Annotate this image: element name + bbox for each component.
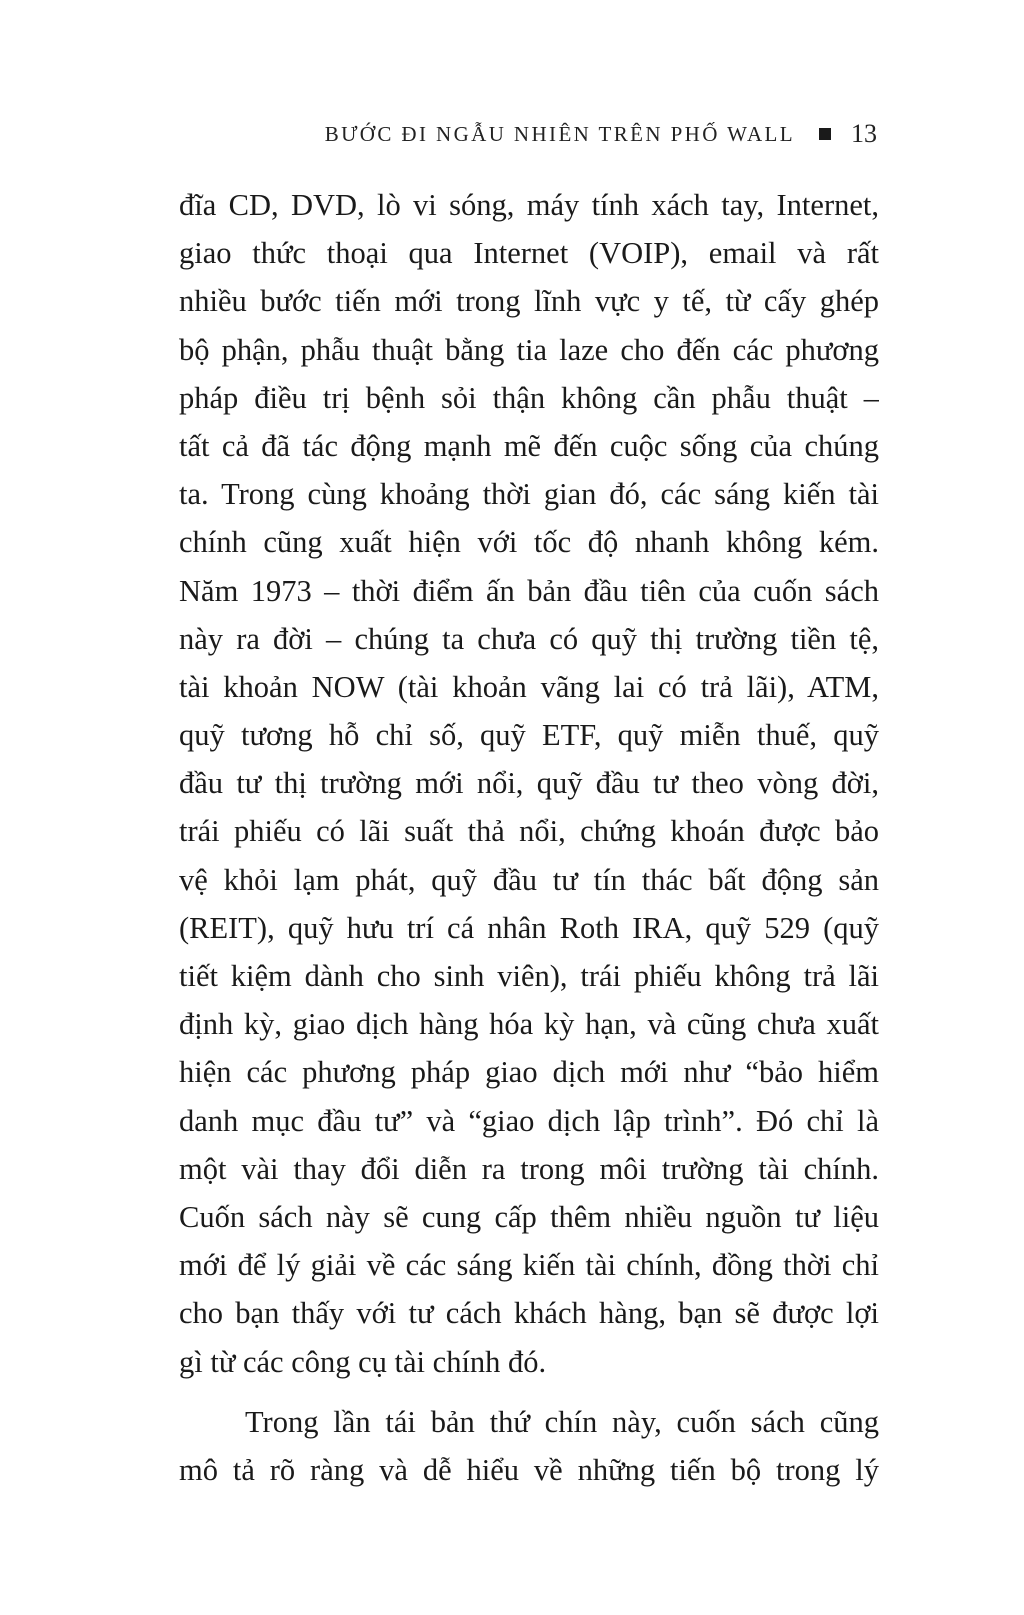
text-line: này ra đời – chúng ta chưa có quỹ thị trường tiền tệ, — [179, 621, 879, 656]
text-line: nhiều bước tiến mới trong lĩnh vực y tế, từ cấy ghép — [179, 284, 879, 319]
book-title: BƯỚC ĐI NGẪU NHIÊN TRÊN PHỐ WALL — [324, 121, 795, 146]
paragraph-break — [179, 1386, 879, 1398]
text-line: vệ khỏi lạm phát, quỹ đầu tư tín thác bất động sản — [179, 862, 879, 897]
running-header — [325, 116, 877, 152]
text-line: Năm 1973 – thời điểm ấn bản đầu tiên của cuốn sách — [179, 573, 879, 608]
page-number: 13 — [851, 119, 877, 148]
text-line: một vài thay đổi diễn ra trong môi trường tài chính. — [179, 1151, 879, 1186]
text-line: quỹ tương hỗ chỉ số, quỹ ETF, quỹ miễn thuế, quỹ — [179, 718, 879, 753]
text-line: đĩa CD, DVD, lò vi sóng, máy tính xách tay, Internet, — [179, 188, 879, 222]
text-line: pháp điều trị bệnh sỏi thận không cần phẫu thuật – — [179, 380, 879, 415]
text-line: giao thức thoại qua Internet (VOIP), email và rất — [179, 236, 879, 271]
text-line: mới để lý giải về các sáng kiến tài chính, đồng thời chỉ — [179, 1248, 879, 1283]
text-line: trái phiếu có lãi suất thả nổi, chứng khoán được bảo — [179, 814, 879, 849]
text-line: chính cũng xuất hiện với tốc độ nhanh không kém. — [179, 525, 879, 560]
text-line: tiết kiệm dành cho sinh viên), trái phiếu không trả lãi — [179, 959, 879, 993]
square-bullet-icon — [819, 128, 831, 140]
text-line: cho bạn thấy với tư cách khách hàng, bạn sẽ được lợi — [179, 1296, 879, 1331]
text-line: định kỳ, giao dịch hàng hóa kỳ hạn, và cũng chưa xuất — [179, 1007, 879, 1042]
text-line: Trong lần tái bản thứ chín này, cuốn sách cũng — [245, 1404, 879, 1439]
text-line: (REIT), quỹ hưu trí cá nhân Roth IRA, quỹ 529 (quỹ — [179, 910, 879, 945]
text-line: tài khoản NOW (tài khoản vãng lai có trả lãi), ATM, — [179, 669, 879, 704]
text-line: đầu tư thị trường mới nổi, quỹ đầu tư theo vòng đời, — [179, 766, 879, 801]
text-line: Cuốn sách này sẽ cung cấp thêm nhiều nguồn tư liệu — [179, 1199, 879, 1234]
text-line: danh mục đầu tư” và “giao dịch lập trình”. Đó chỉ là — [179, 1103, 879, 1138]
text-line: gì từ các công cụ tài chính đó. — [179, 1344, 547, 1379]
text-line: hiện các phương pháp giao dịch mới như “bảo hiểm — [179, 1055, 879, 1090]
text-line: bộ phận, phẫu thuật bằng tia laze cho đến các phương — [179, 332, 879, 367]
body-text — [179, 181, 879, 1494]
text-line: mô tả rõ ràng và dễ hiểu về những tiến bộ trong lý — [179, 1452, 879, 1487]
text-line: tất cả đã tác động mạnh mẽ đến cuộc sống của chúng — [179, 428, 879, 463]
text-line: ta. Trong cùng khoảng thời gian đó, các sáng kiến tài — [179, 477, 879, 512]
